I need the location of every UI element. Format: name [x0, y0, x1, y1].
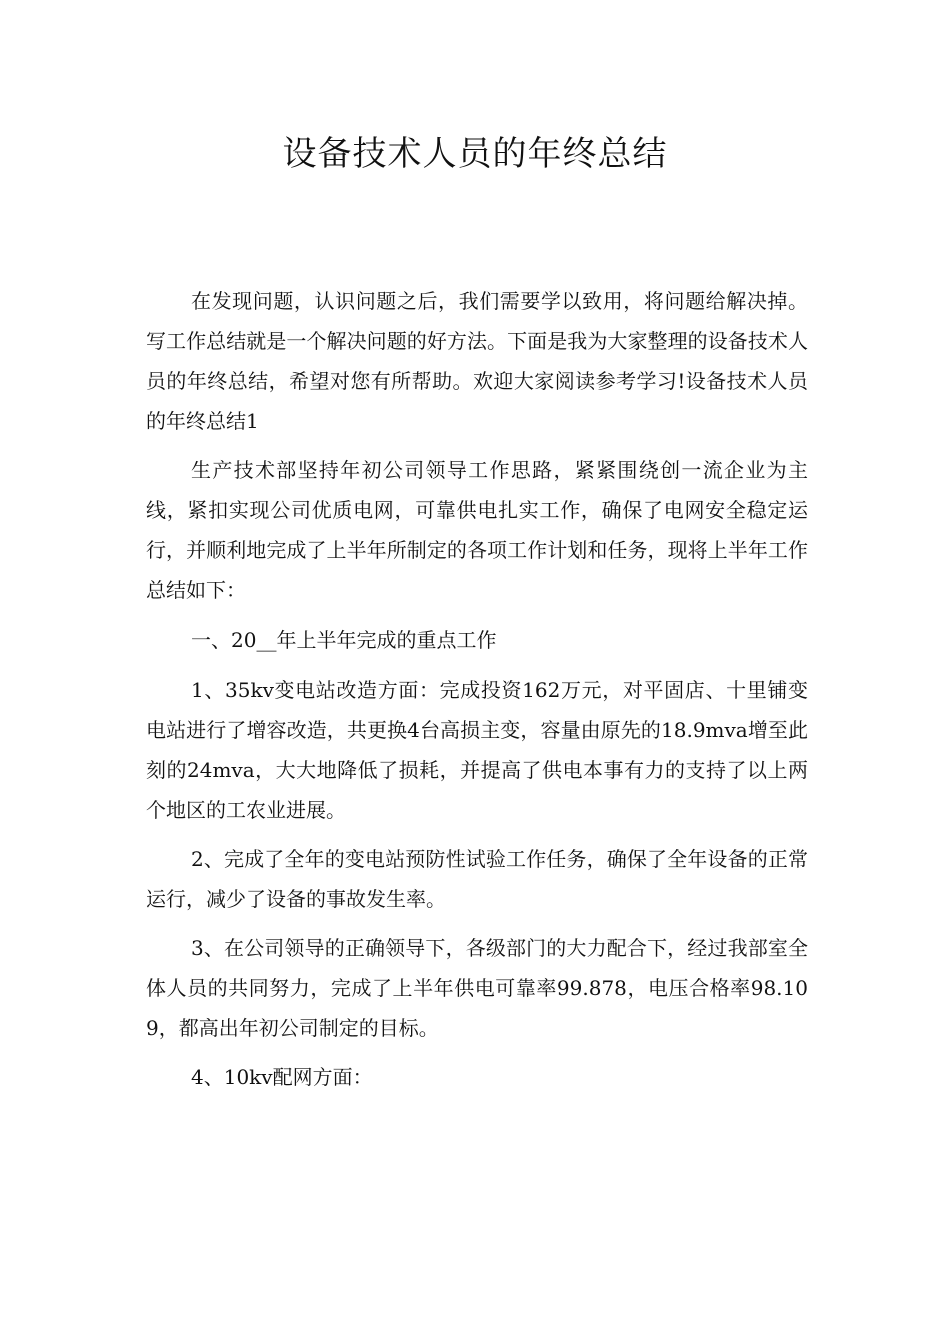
- paragraph-item-1: 1、35kv变电站改造方面：完成投资162万元，对平固店、十里铺变电站进行了增容改造，共更换4台高损主变，容量由原先的18.9mva增至此刻的24mva，大大地降低了损耗，并提高了供电本事有力的支持了以上两个地区的工农业进展。: [146, 678, 808, 822]
- paragraph-item-3: 3、在公司领导的正确领导下，各级部门的大力配合下，经过我部室全体人员的共同努力，完成了上半年供电可靠率99.878，电压合格率98.109，都高出年初公司制定的目标。: [146, 936, 808, 1040]
- document-title: 设备技术人员的年终总结: [282, 134, 668, 174]
- paragraph-item-2: 2、完成了全年的变电站预防性试验工作任务，确保了全年设备的正常运行，减少了设备的事故发生率。: [146, 847, 808, 911]
- paragraph-intro: 在发现问题，认识问题之后，我们需要学以致用，将问题给解决掉。写工作总结就是一个解决问题的好方法。下面是我为大家整理的设备技术人员的年终总结，希望对您有所帮助。欢迎大家阅读参考学习!设备技术人员的年终总结1: [146, 289, 808, 433]
- document-body: [146, 281, 808, 1107]
- paragraph-overview: 生产技术部坚持年初公司领导工作思路，紧紧围绕创一流企业为主线，紧扣实现公司优质电网，可靠供电扎实工作，确保了电网安全稳定运行，并顺利地完成了上半年所制定的各项工作计划和任务，现将上半年工作总结如下：: [146, 458, 808, 602]
- paragraph-item-4: 4、10kv配网方面：: [191, 1065, 373, 1089]
- section-heading: 一、20__年上半年完成的重点工作: [191, 628, 497, 652]
